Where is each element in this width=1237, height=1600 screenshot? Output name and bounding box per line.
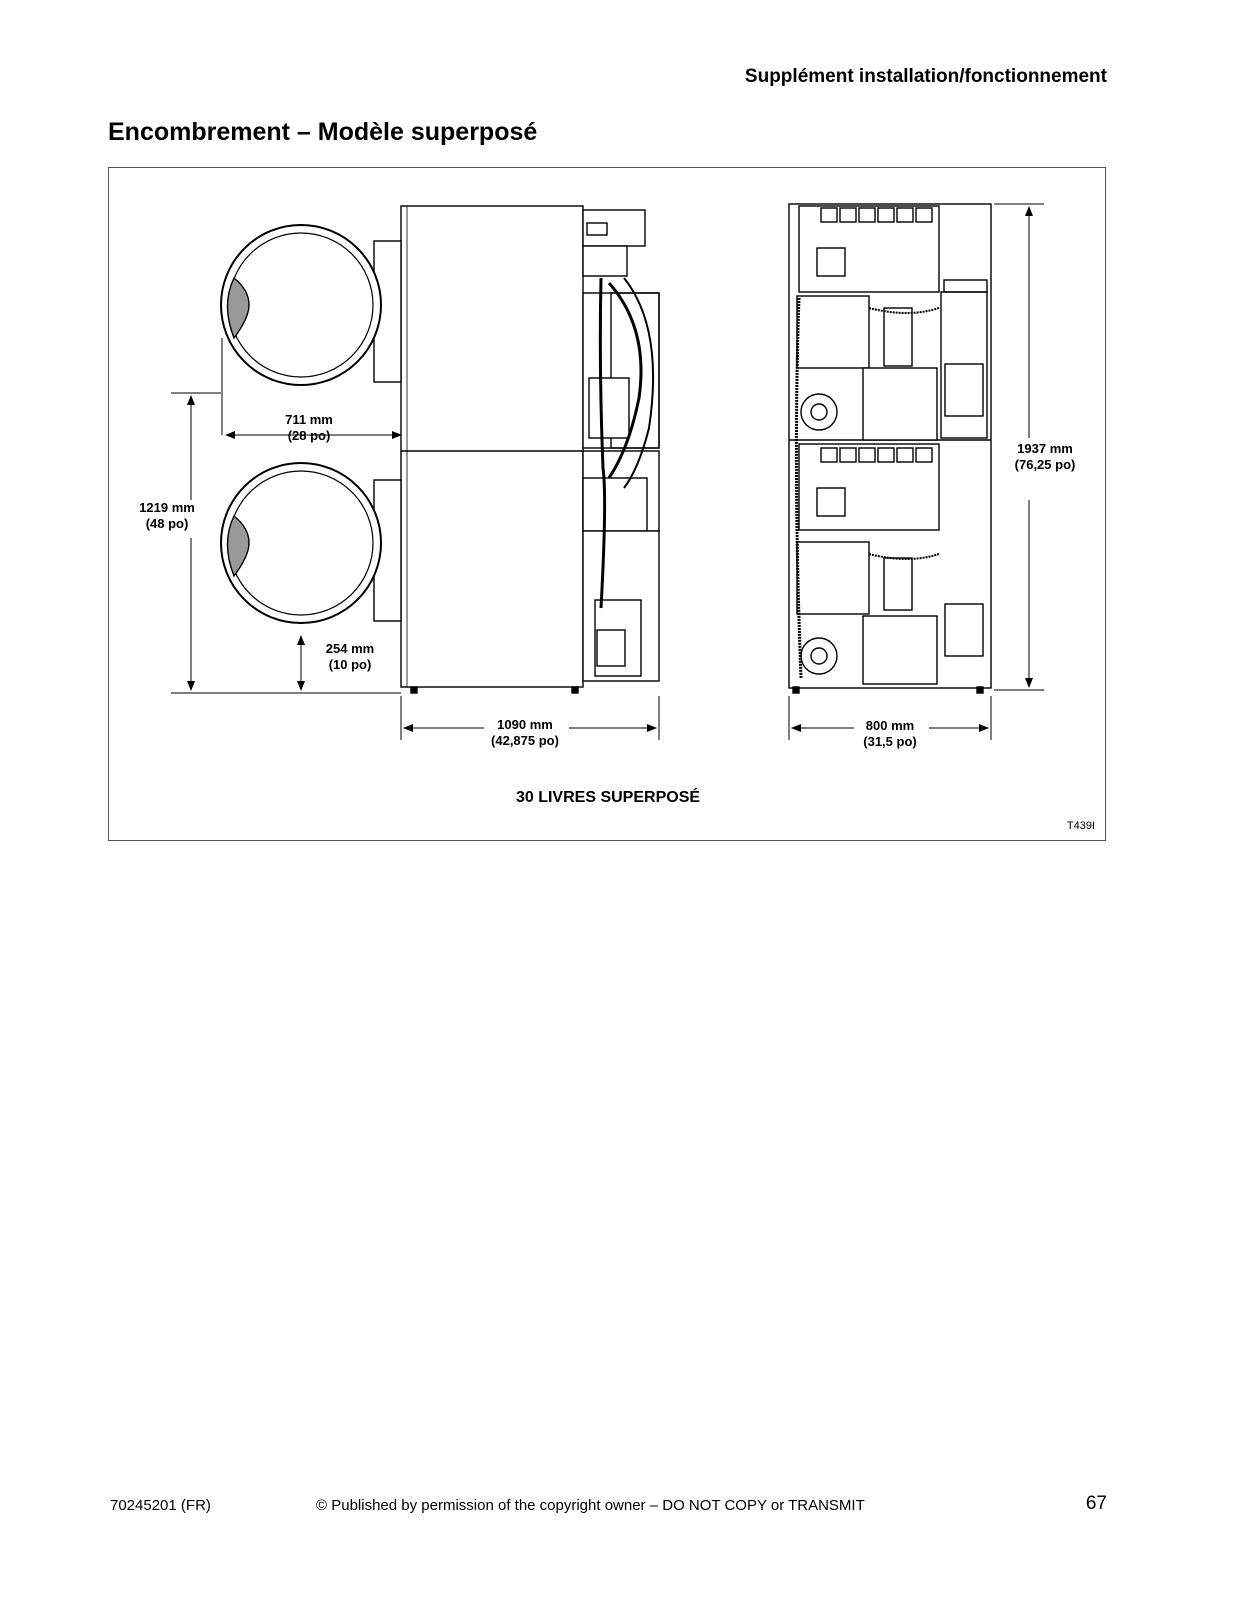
copyright-notice: © Published by permission of the copyright owner – DO NOT COPY or TRANSMIT <box>316 1497 865 1514</box>
dimension-depth: 1090 mm (42,875 po) <box>491 717 559 748</box>
running-header: Supplément installation/fonctionnement <box>744 66 1107 87</box>
dimension-door-width: 711 mm (28 po) <box>285 412 333 443</box>
dimension-door-bottom: 254 mm (10 po) <box>325 641 375 672</box>
figure-caption: 30 LIVRES SUPERPOSÉ <box>515 789 701 806</box>
dimension-stack-height: 1219 mm (48 po) <box>139 500 195 531</box>
document-number: 70245201 (FR) <box>110 1497 211 1514</box>
dryer-drawing <box>109 168 1107 842</box>
dimension-figure <box>108 167 1106 841</box>
figure-code: T439I <box>1066 820 1095 832</box>
side-view <box>221 206 659 693</box>
section-title: Encombrement – Modèle superposé <box>108 118 538 146</box>
dimension-total-height: 1937 mm (76,25 po) <box>1014 441 1076 472</box>
front-view <box>789 204 991 693</box>
dimension-width: 800 mm (31,5 po) <box>863 718 917 749</box>
page-number: 67 <box>1085 1493 1107 1514</box>
